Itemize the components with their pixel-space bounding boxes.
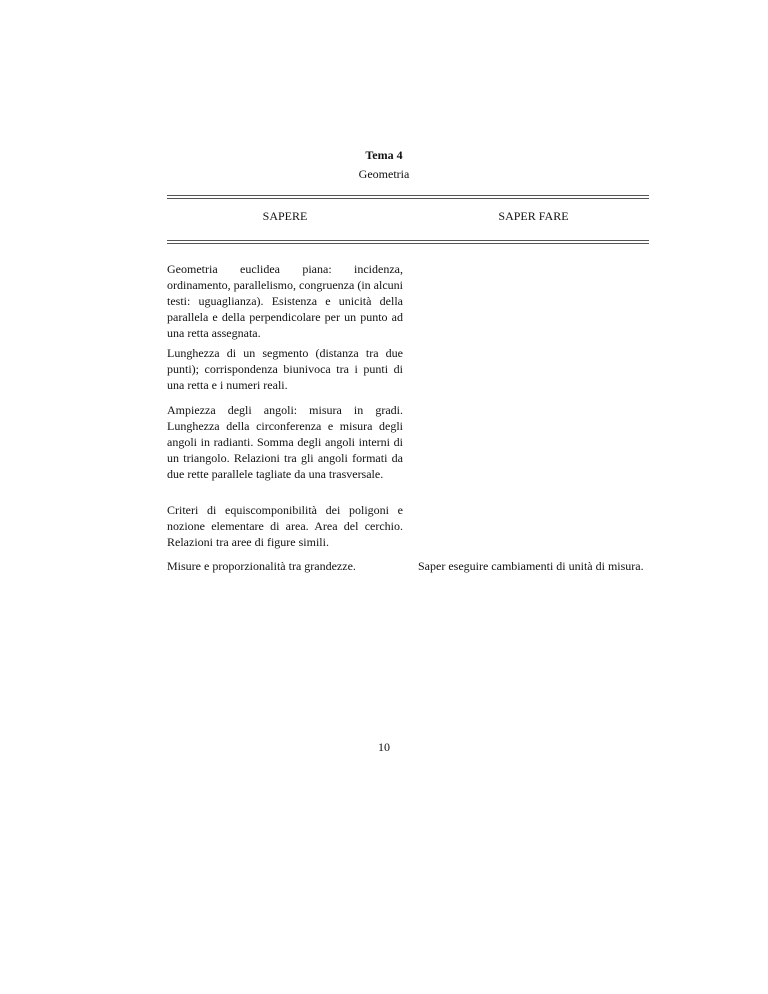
page-number: 10 <box>378 740 390 754</box>
sapere-paragraph-4: Criteri di equiscomponibilità dei poligoni e nozione elementare di area. Area del cerchio. Relazioni tra aree di figure simili. <box>167 503 403 549</box>
tema-label: Tema 4 <box>365 148 403 162</box>
column-header-saper-fare: SAPER FARE <box>498 209 569 223</box>
sapere-paragraph-2: Lunghezza di un segmento (distanza tra due punti); corrispondenza biunivoca tra i punti di una retta e i numeri reali. <box>167 346 403 392</box>
sapere-paragraph-1: Geometria euclidea piana: incidenza, ordinamento, parallelismo, congruenza (in alcuni testi: uguaglianza). Esistenza e unicità della parallela e della perpendicolare per un punto ad una retta assegnata. <box>167 262 403 340</box>
saper-fare-paragraph-5: Saper eseguire cambiamenti di unità di misura. <box>418 559 644 573</box>
header-top-rule <box>167 195 649 199</box>
column-header-sapere: SAPERE <box>262 209 308 223</box>
sapere-paragraph-5: Misure e proporzionalità tra grandezze. <box>167 559 356 573</box>
tema-subtitle: Geometria <box>358 167 410 181</box>
sapere-paragraph-3: Ampiezza degli angoli: misura in gradi. Lunghezza della circonferenza e misura degli angoli in radianti. Somma degli angoli interni di un triangolo. Relazioni tra gli angoli formati da due rette parallele tagliate da una trasversale. <box>167 403 403 481</box>
header-bottom-rule <box>167 240 649 244</box>
